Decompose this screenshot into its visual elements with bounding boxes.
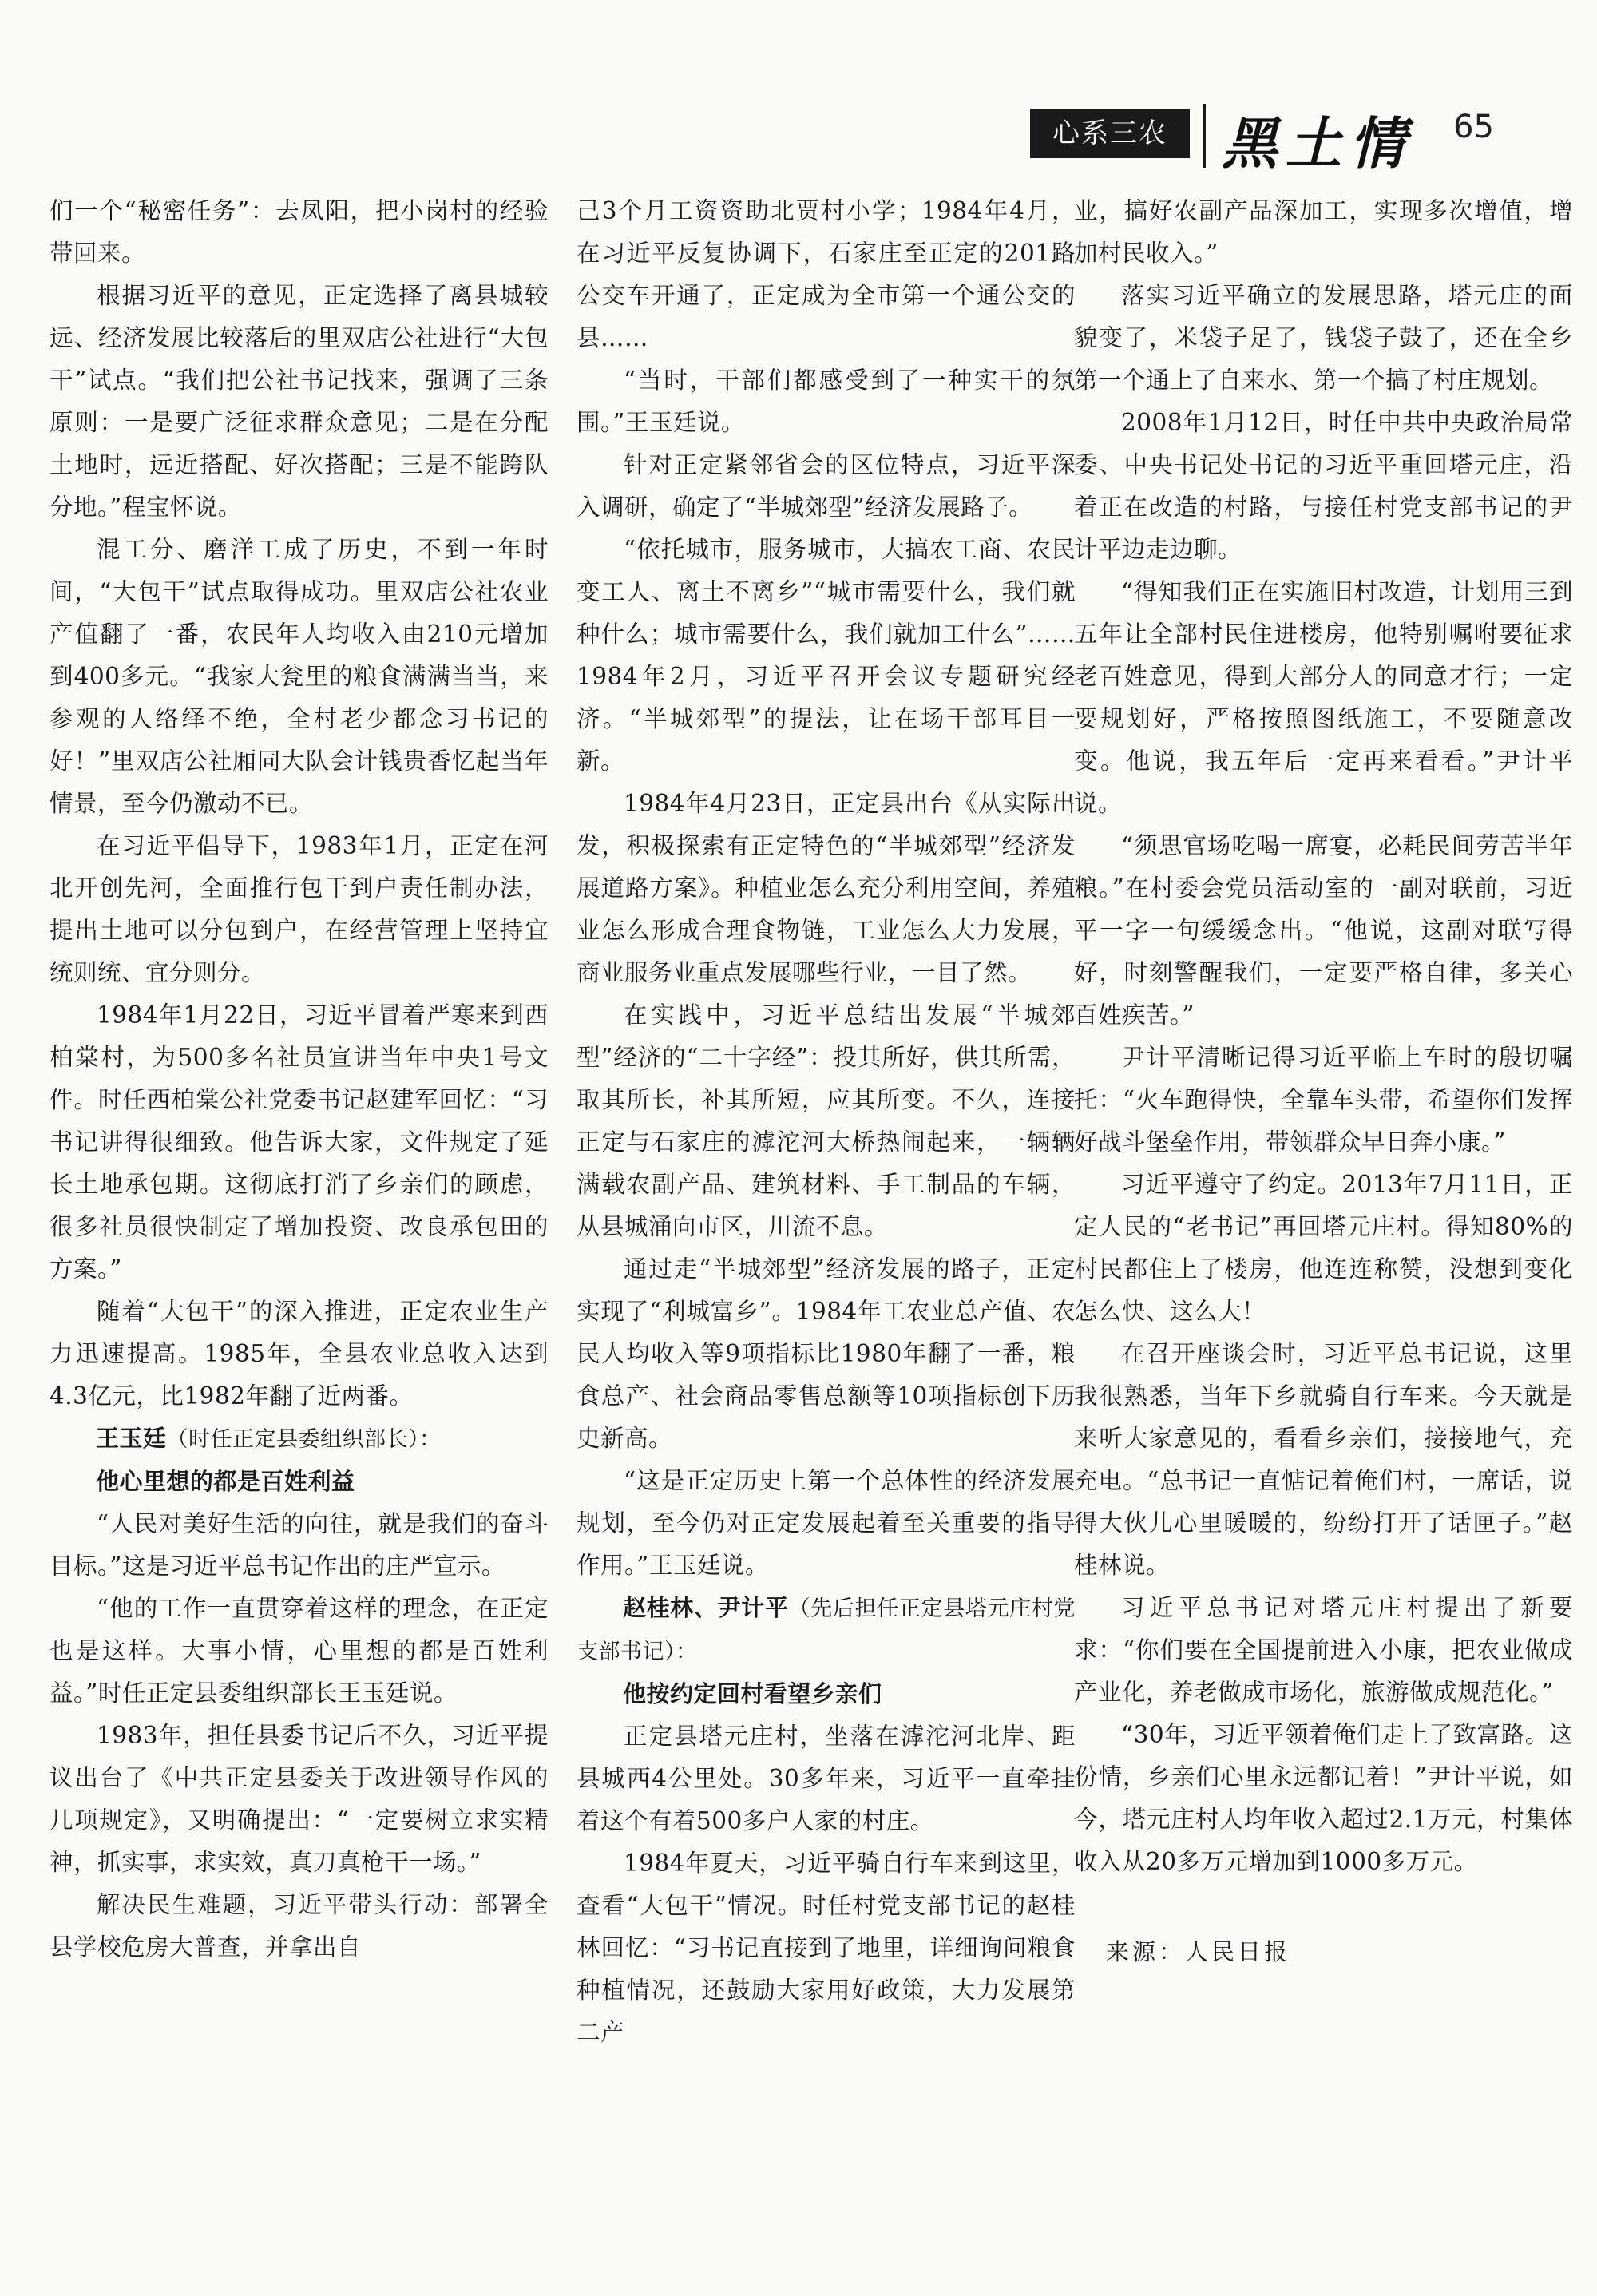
article-column-1 xyxy=(50,190,549,1969)
paragraph: “这是正定历史上第一个总体性的经济发展规划，至今仍对正定发展起着至关重要的指导作用。”王玉廷说。 xyxy=(577,1467,1076,1579)
article-column-3 xyxy=(1074,190,1573,1973)
paragraph: 们一个“秘密任务”：去凤阳，把小岗村的经验带回来。 xyxy=(50,197,549,267)
paragraph: “他的工作一直贯穿着这样的理念，在正定也是这样。大事小情，心里想的都是百姓利益。”时任正定县委组织部长王玉廷说。 xyxy=(50,1595,549,1707)
paragraph: 习近平总书记对塔元庄村提出了新要求：“你们要在全国提前进入小康，把农业做成产业化，养老做成市场化，旅游做成规范化。” xyxy=(1074,1594,1573,1706)
paragraph: “须思官场吃喝一席宴，必耗民间劳苦半年粮。”在村委会党员活动室的一副对联前，习近平一字一句缓缓念出。“他说，这副对联写得好，时刻警醒我们，一定要严格自律，多关心百姓疾苦。” xyxy=(1074,832,1573,1029)
subheading-speaker xyxy=(50,1418,549,1461)
paragraph: 解决民生难题，习近平带头行动：部署全县学校危房大普查，并拿出自 xyxy=(50,1891,549,1961)
paragraph: 2008年1月12日，时任中共中央政治局常委、中央书记处书记的习近平重回塔元庄，沿着正在改造的村路，与接任村党支部书记的尹计平边走边聊。 xyxy=(1074,409,1573,563)
section-tag: 心系三农 xyxy=(1030,109,1190,158)
paragraph: 在习近平倡导下，1983年1月，正定在河北开创先河，全面推行包干到户责任制办法，提出土地可以分包到户，在经营管理上坚持宜统则统、宜分则分。 xyxy=(50,832,549,986)
header-separator xyxy=(1203,104,1206,168)
paragraph: 尹计平清晰记得习近平临上车时的殷切嘱托：“火车跑得快，全靠车头带，希望你们发挥好战斗堡垒作用，带领群众早日奔小康。” xyxy=(1074,1044,1573,1156)
paragraph: 1984年4月23日，正定县出台《从实际出发，积极探索有正定特色的“半城郊型”经济发展道路方案》。种植业怎么充分利用空间，养殖业怎么形成合理食物链，工业怎么大力发展，商业服务业重点发展哪些行业，一目了然。 xyxy=(577,790,1076,986)
page-header xyxy=(0,104,1597,176)
paragraph: “30年，习近平领着俺们走上了致富路。这份情，乡亲们心里永远都记着！”尹计平说，如今，塔元庄村人均年收入超过2.1万元，村集体收入从20多万元增加到1000多万元。 xyxy=(1074,1721,1573,1875)
paragraph: 混工分、磨洋工成了历史，不到一年时间，“大包干”试点取得成功。里双店公社农业产值翻了一番，农民年人均收入由210元增加到400多元。“我家大瓮里的粮食满满当当，来参观的人络绎不绝，全村老少都念习书记的好！”里双店公社厢同大队会计钱贵香忆起当年情景，至今仍激动不已。 xyxy=(50,536,549,817)
subheading-title: 他心里想的都是百姓利益 xyxy=(96,1468,355,1495)
speaker-role: （时任正定县委组织部长）： xyxy=(166,1427,442,1452)
paragraph: 1984年1月22日，习近平冒着严寒来到西柏棠村，为500多名社员宣讲当年中央1号文件。时任西柏棠公社党委书记赵建军回忆：“习书记讲得很细致。他告诉大家，文件规定了延长土地承包期。这彻底打消了乡亲们的顾虑，很多社员很快制定了增加投资、改良承包田的方案。” xyxy=(50,1001,549,1283)
paragraph: 落实习近平确立的发展思路，塔元庄的面貌变了，米袋子足了，钱袋子鼓了，还在全乡第一个通上了自来水、第一个搞了村庄规划。 xyxy=(1074,282,1573,394)
source-credit: 来源：人民日报 xyxy=(1106,1938,1291,1965)
paragraph: “人民对美好生活的向往，就是我们的奋斗目标。”这是习近平总书记作出的庄严宣示。 xyxy=(50,1510,549,1580)
paragraph: “当时，干部们都感受到了一种实干的氛围。”王玉廷说。 xyxy=(577,367,1076,436)
paragraph: 在召开座谈会时，习近平总书记说，这里我很熟悉，当年下乡就骑自行车来。今天就是来听大家意见的，看看乡亲们，接接地气，充充电。“总书记一直惦记着俺们村，一席话，说得大伙儿心里暖暖的，纷纷打开了话匣子。”赵桂林说。 xyxy=(1074,1340,1573,1579)
speaker-name: 赵桂林、尹计平 xyxy=(623,1594,789,1621)
paragraph: 根据习近平的意见，正定选择了离县城较远、经济发展比较落后的里双店公社进行“大包干”试点。“我们把公社书记找来，强调了三条原则：一是要广泛征求群众意见；二是在分配土地时，远近搭配、好次搭配；三是不能跨队分地。”程宝怀说。 xyxy=(50,282,549,521)
subheading-speaker xyxy=(577,1587,1076,1673)
paragraph: 正定县塔元庄村，坐落在滹沱河北岸、距县城西4公里处。30多年来，习近平一直牵挂着这个有着500多户人家的村庄。 xyxy=(577,1723,1076,1834)
speaker-role: （先后担任正定县塔元庄村党支部书记）： xyxy=(577,1596,1076,1664)
paragraph: 1984年夏天，习近平骑自行车来到这里，查看“大包干”情况。时任村党支部书记的赵桂林回忆：“习书记直接到了地里，详细询问粮食种植情况，还鼓励大家用好政策，大力发展第二产 xyxy=(577,1850,1076,2046)
paragraph: “得知我们正在实施旧村改造，计划用三到五年让全部村民住进楼房，他特别嘱咐要征求老百姓意见，得到大部分人的同意才行；一定要规划好，严格按照图纸施工，不要随意改变。他说，我五年后一定再来看看。”尹计平说。 xyxy=(1074,578,1573,817)
speaker-name: 王玉廷 xyxy=(96,1425,167,1452)
paragraph: 业，搞好农副产品深加工，实现多次增值，增加村民收入。” xyxy=(1074,197,1573,267)
paragraph: 习近平遵守了约定。2013年7月11日，正定人民的“老书记”再回塔元庄村。得知80%的村民都住上了楼房，他连连称赞，没想到变化怎么快、这么大！ xyxy=(1074,1171,1573,1325)
page-number: 65 xyxy=(1453,109,1494,145)
paragraph: 针对正定紧邻省会的区位特点，习近平深入调研，确定了“半城郊型”经济发展路子。 xyxy=(577,451,1076,521)
paragraph: 随着“大包干”的深入推进，正定农业生产力迅速提高。1985年，全县农业总收入达到4.3亿元，比1982年翻了近两番。 xyxy=(50,1298,549,1410)
magazine-title: 黑土情 xyxy=(1222,110,1413,176)
paragraph: 1983年，担任县委书记后不久，习近平提议出台了《中共正定县委关于改进领导作风的几项规定》，又明确提出：“一定要树立求实精神，抓实事，求实效，真刀真枪干一场。” xyxy=(50,1722,549,1876)
subheading-title: 他按约定回村看望乡亲们 xyxy=(623,1680,882,1707)
paragraph: 通过走“半城郊型”经济发展的路子，正定实现了“利城富乡”。1984年工农业总产值、农民人均收入等9项指标比1980年翻了一番，粮食总产、社会商品零售总额等10项指标创下历史新高。 xyxy=(577,1255,1076,1452)
paragraph: 在实践中，习近平总结出发展“半城郊型”经济的“二十字经”：投其所好，供其所需，取其所长，补其所短，应其所变。不久，连接正定与石家庄的滹沱河大桥热闹起来，一辆辆满载农副产品、建筑材料、手工制品的车辆，从县城涌向市区，川流不息。 xyxy=(577,1001,1076,1240)
paragraph: “依托城市，服务城市，大搞农工商、农民变工人、离土不离乡”“城市需要什么，我们就种什么；城市需要什么，我们就加工什么”……1984年2月，习近平召开会议专题研究经济。“半城郊型”的提法，让在场干部耳目一新。 xyxy=(577,536,1076,775)
article-column-2 xyxy=(577,190,1076,2054)
paragraph: 己3个月工资资助北贾村小学；1984年4月，在习近平反复协调下，石家庄至正定的201路公交车开通了，正定成为全市第一个通公交的县…… xyxy=(577,197,1076,351)
